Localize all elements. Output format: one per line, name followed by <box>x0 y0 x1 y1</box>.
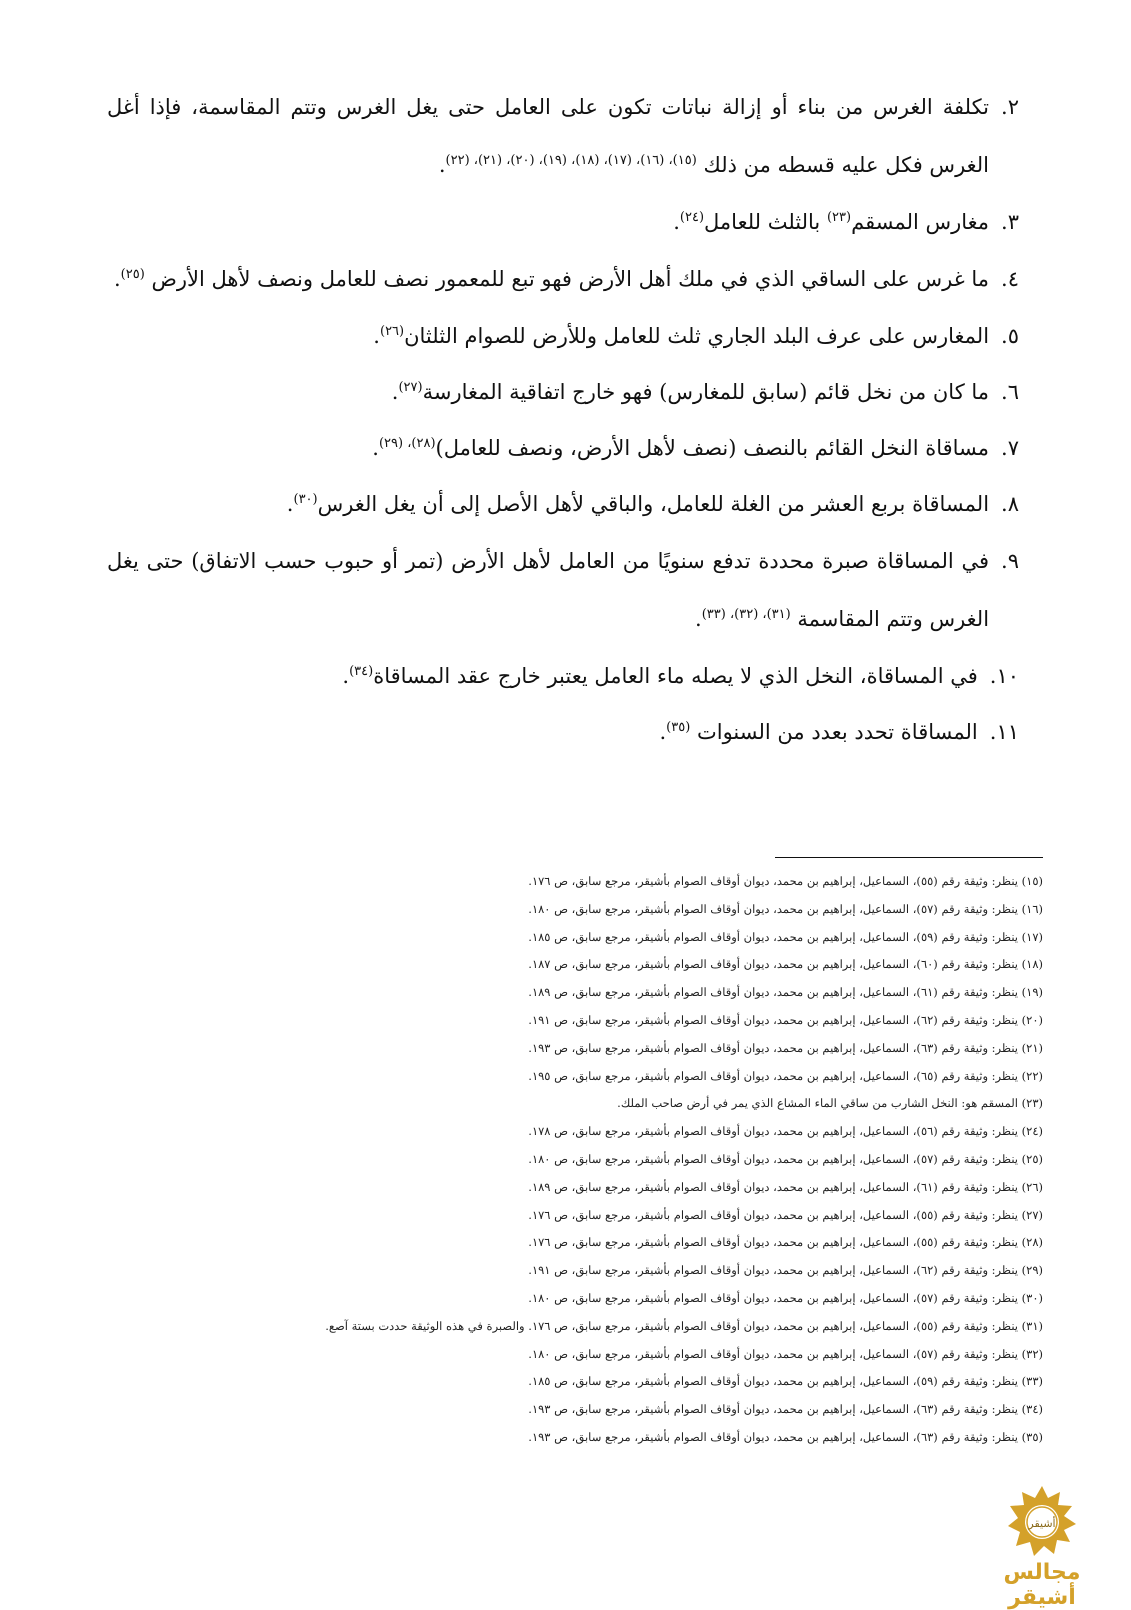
footnote-ref: (٢٧) <box>398 380 423 395</box>
footnote: (٣٢) ينظر: وثيقة رقم (٥٧)، السماعيل، إبراهيم بن محمد، ديوان أوقاف الصوام بأشيقر، مرجع سابق، ص ١٨٠. <box>528 1346 1043 1361</box>
footnote: (٢٩) ينظر: وثيقة رقم (٦٢)، السماعيل، إبراهيم بن محمد، ديوان أوقاف الصوام بأشيقر، مرجع سابق، ص ١٩١. <box>528 1263 1043 1278</box>
footnote-ref: (٣٠) <box>293 492 318 507</box>
footnote: (٢٨) ينظر: وثيقة رقم (٥٥)، السماعيل، إبراهيم بن محمد، ديوان أوقاف الصوام بأشيقر، مرجع سابق، ص ١٧٦. <box>528 1235 1043 1250</box>
item-number: ٢. <box>1001 95 1019 119</box>
footnote: (٣٣) ينظر: وثيقة رقم (٥٩)، السماعيل، إبراهيم بن محمد، ديوان أوقاف الصوام بأشيقر، مرجع سابق، ص ١٨٥. <box>528 1374 1043 1389</box>
item-text: في المساقاة، النخل الذي لا يصله ماء العامل يعتبر خارج عقد المساقاة$^{(٣٤)}$. <box>342 664 978 688</box>
footnote-ref: (٢٥) <box>120 267 145 282</box>
footnote-ref: (١٥)، (١٦)، (١٧)، (١٨)، (١٩)، (٢٠)، (٢١)، (٢٢) <box>445 153 697 168</box>
item-number: ٦. <box>1001 380 1019 404</box>
item-text: مساقاة النخل القائم بالنصف (نصف لأهل الأرض، ونصف للعامل)$^{(٢٨)، (٢٩)}$. <box>372 436 990 460</box>
item-number: ١١. <box>989 720 1019 744</box>
item-number: ١٠. <box>989 664 1019 688</box>
footnote-ref: (٢٤) <box>679 210 705 225</box>
footnote: (٢٧) ينظر: وثيقة رقم (٥٥)، السماعيل، إبراهيم بن محمد، ديوان أوقاف الصوام بأشيقر، مرجع سابق، ص ١٧٦. <box>528 1207 1043 1222</box>
footnote-ref: (٣٥) <box>666 720 691 735</box>
footnote: (٣٤) ينظر: وثيقة رقم (٦٣)، السماعيل، إبراهيم بن محمد، ديوان أوقاف الصوام بأشيقر، مرجع سابق، ص ١٩٣. <box>528 1402 1043 1417</box>
footnote-ref: (٣٤) <box>349 664 374 679</box>
list-item <box>107 250 1019 308</box>
list-item <box>107 78 1019 194</box>
footnote: (٣٥) ينظر: وثيقة رقم (٦٣)، السماعيل، إبراهيم بن محمد، ديوان أوقاف الصوام بأشيقر، مرجع سابق، ص ١٩٣. <box>528 1429 1043 1444</box>
item-text: المغارس على عرف البلد الجاري ثلث للعامل وللأرض للصوام الثلثان$^{(٢٦)}$. <box>373 324 990 348</box>
footnote: (١٩) ينظر: وثيقة رقم (٦١)، السماعيل، إبراهيم بن محمد، ديوان أوقاف الصوام بأشيقر، مرجع سابق، ص ١٨٩. <box>528 985 1043 1000</box>
footnote: (٣١) ينظر: وثيقة رقم (٥٥)، السماعيل، إبراهيم بن محمد، ديوان أوقاف الصوام بأشيقر، مرجع سابق، ص ١٧٦. والصبرة في هذه الوثيقة حددت بستة آصع. <box>325 1318 1043 1333</box>
footnote-ref: (٢٣) <box>826 210 852 225</box>
logo-text: مجالس أشيقر <box>1003 1560 1081 1610</box>
item-number: ٧. <box>1001 436 1019 460</box>
item-text: المساقاة تحدد بعدد من السنوات $^{(٣٥)}$. <box>659 720 978 744</box>
footnote: (٢٣) المسقم هو: النخل الشارب من ساقي الماء المشاع الذي يمر في أرض صاحب الملك. <box>617 1096 1043 1111</box>
footnote-divider <box>775 857 1043 858</box>
site-logo <box>982 1484 1102 1610</box>
list-item <box>107 704 1019 760</box>
footnote: (٣٠) ينظر: وثيقة رقم (٥٧)، السماعيل، إبراهيم بن محمد، ديوان أوقاف الصوام بأشيقر، مرجع سابق، ص ١٨٠. <box>528 1290 1043 1305</box>
list-item <box>107 308 1019 364</box>
list-item <box>107 532 1019 648</box>
item-number: ٩. <box>1001 549 1019 573</box>
item-text: تكلفة الغرس من بناء أو إزالة نباتات تكون على العامل حتى يغل الغرس وتتم المقاسمة، فإذا أغل الغرس فكل عليه قسطه من ذلك $^{(١٥)، (١٦)، (١٧)، (١٨)، (١٩)، (٢٠)، (٢١)، (٢٢)}$. <box>107 95 990 177</box>
footnote: (٢٤) ينظر: وثيقة رقم (٥٦)، السماعيل، إبراهيم بن محمد، ديوان أوقاف الصوام بأشيقر، مرجع سابق، ص ١٧٨. <box>528 1124 1043 1139</box>
footnote: (١٦) ينظر: وثيقة رقم (٥٧)، السماعيل، إبراهيم بن محمد، ديوان أوقاف الصوام بأشيقر، مرجع سابق، ص ١٨٠. <box>528 901 1043 916</box>
footnote: (٢٦) ينظر: وثيقة رقم (٦١)، السماعيل، إبراهيم بن محمد، ديوان أوقاف الصوام بأشيقر، مرجع سابق، ص ١٨٩. <box>528 1179 1043 1194</box>
footnote-ref: (٢٦) <box>379 324 405 339</box>
footnote: (١٥) ينظر: وثيقة رقم (٥٥)، السماعيل، إبراهيم بن محمد، ديوان أوقاف الصوام بأشيقر، مرجع سابق، ص ١٧٦. <box>528 874 1043 888</box>
list-item <box>107 364 1019 420</box>
main-text <box>107 78 1019 760</box>
list-item <box>107 194 1019 250</box>
item-text: ما غرس على الساقي الذي في ملك أهل الأرض فهو تبع للمعمور نصف للعامل ونصف لأهل الأرض $^{(٢٥)}$. <box>113 267 990 291</box>
list-item <box>107 648 1019 704</box>
item-text: ما كان من نخل قائم (سابق للمغارس) فهو خارج اتفاقية المغارسة$^{(٢٧)}$. <box>391 380 990 404</box>
item-number: ٣. <box>1001 210 1019 234</box>
item-text: مغارس المسقم$^{(٢٣)}$ بالثلث للعامل$^{(٢٤)}$. <box>673 210 990 234</box>
list-item <box>107 420 1019 476</box>
star-emblem-icon <box>1004 1484 1080 1560</box>
item-number: ٨. <box>1001 492 1019 516</box>
footnote: (٢١) ينظر: وثيقة رقم (٦٣)، السماعيل، إبراهيم بن محمد، ديوان أوقاف الصوام بأشيقر، مرجع سابق، ص ١٩٣. <box>528 1040 1043 1055</box>
footnote: (٢٠) ينظر: وثيقة رقم (٦٢)، السماعيل، إبراهيم بن محمد، ديوان أوقاف الصوام بأشيقر، مرجع سابق، ص ١٩١. <box>528 1012 1043 1027</box>
footnote: (١٧) ينظر: وثيقة رقم (٥٩)، السماعيل، إبراهيم بن محمد، ديوان أوقاف الصوام بأشيقر، مرجع سابق، ص ١٨٥. <box>528 929 1043 944</box>
footnote-ref: (٢٨)، (٢٩) <box>378 436 436 451</box>
item-text: في المساقاة صبرة محددة تدفع سنويًا من العامل لأهل الأرض (تمر أو حبوب حسب الاتفاق) حتى يغل الغرس وتتم المقاسمة $^{(٣١)، (٣٢)، (٣٣)}$. <box>107 549 990 631</box>
item-number: ٥. <box>1001 324 1019 348</box>
footnote: (٢٢) ينظر: وثيقة رقم (٦٥)، السماعيل، إبراهيم بن محمد، ديوان أوقاف الصوام بأشيقر، مرجع سابق، ص ١٩٥. <box>528 1068 1043 1083</box>
list-item <box>107 476 1019 532</box>
footnote-ref: (٣١)، (٣٢)، (٣٣) <box>701 607 791 622</box>
item-number: ٤. <box>1001 267 1019 291</box>
emblem-text: أشيقر <box>1028 1517 1056 1530</box>
footnotes <box>263 868 1043 1452</box>
item-text: المساقاة بربع العشر من الغلة للعامل، والباقي لأهل الأصل إلى أن يغل الغرس$^{(٣٠)}$. <box>286 492 990 516</box>
footnote: (٢٥) ينظر: وثيقة رقم (٥٧)، السماعيل، إبراهيم بن محمد، ديوان أوقاف الصوام بأشيقر، مرجع سابق، ص ١٨٠. <box>528 1151 1043 1166</box>
footnote: (١٨) ينظر: وثيقة رقم (٦٠)، السماعيل، إبراهيم بن محمد، ديوان أوقاف الصوام بأشيقر، مرجع سابق، ص ١٨٧. <box>528 957 1043 972</box>
